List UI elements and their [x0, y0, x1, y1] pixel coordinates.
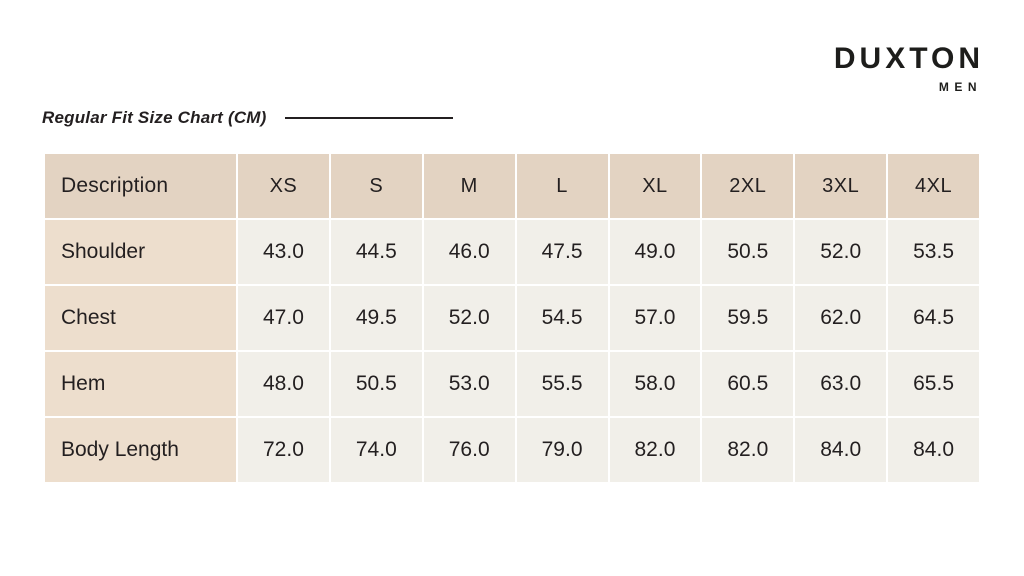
brand-subtitle: MEN	[938, 80, 982, 94]
cell-shoulder-xl: 49.0	[609, 219, 702, 285]
cell-hem-3xl: 63.0	[794, 351, 887, 417]
cell-shoulder-s: 44.5	[330, 219, 423, 285]
column-header-3xl: 3XL	[794, 153, 887, 219]
cell-body-length-s: 74.0	[330, 417, 423, 483]
table-row	[44, 285, 980, 351]
cell-shoulder-3xl: 52.0	[794, 219, 887, 285]
cell-body-length-m: 76.0	[423, 417, 516, 483]
cell-hem-s: 50.5	[330, 351, 423, 417]
column-header-description: Description	[44, 153, 237, 219]
cell-hem-4xl: 65.5	[887, 351, 980, 417]
row-label-hem: Hem	[44, 351, 237, 417]
row-label-body-length: Body Length	[44, 417, 237, 483]
cell-shoulder-2xl: 50.5	[701, 219, 794, 285]
column-header-m: M	[423, 153, 516, 219]
cell-shoulder-l: 47.5	[516, 219, 609, 285]
brand-name: DUXTON	[833, 42, 984, 75]
column-header-4xl: 4XL	[887, 153, 980, 219]
row-label-chest: Chest	[44, 285, 237, 351]
table-row	[44, 417, 980, 483]
cell-hem-l: 55.5	[516, 351, 609, 417]
column-header-xs: XS	[237, 153, 330, 219]
column-header-xl: XL	[609, 153, 702, 219]
cell-shoulder-xs: 43.0	[237, 219, 330, 285]
cell-chest-xs: 47.0	[237, 285, 330, 351]
cell-chest-s: 49.5	[330, 285, 423, 351]
cell-body-length-xl: 82.0	[609, 417, 702, 483]
brand-logo	[834, 44, 984, 93]
column-header-s: S	[330, 153, 423, 219]
cell-chest-3xl: 62.0	[794, 285, 887, 351]
size-chart-table	[43, 152, 981, 484]
row-label-shoulder: Shoulder	[44, 219, 237, 285]
table-row	[44, 219, 980, 285]
title-rule-divider	[285, 117, 453, 119]
table-header-row	[44, 153, 980, 219]
cell-body-length-2xl: 82.0	[701, 417, 794, 483]
cell-body-length-4xl: 84.0	[887, 417, 980, 483]
column-header-2xl: 2XL	[701, 153, 794, 219]
cell-hem-m: 53.0	[423, 351, 516, 417]
cell-chest-m: 52.0	[423, 285, 516, 351]
cell-chest-l: 54.5	[516, 285, 609, 351]
column-header-l: L	[516, 153, 609, 219]
cell-chest-xl: 57.0	[609, 285, 702, 351]
chart-title-row	[42, 108, 453, 128]
cell-shoulder-m: 46.0	[423, 219, 516, 285]
page-title: Regular Fit Size Chart (CM)	[42, 108, 267, 127]
cell-chest-2xl: 59.5	[701, 285, 794, 351]
cell-body-length-3xl: 84.0	[794, 417, 887, 483]
cell-body-length-l: 79.0	[516, 417, 609, 483]
cell-hem-2xl: 60.5	[701, 351, 794, 417]
cell-chest-4xl: 64.5	[887, 285, 980, 351]
cell-body-length-xs: 72.0	[237, 417, 330, 483]
table-row	[44, 351, 980, 417]
cell-hem-xl: 58.0	[609, 351, 702, 417]
cell-hem-xs: 48.0	[237, 351, 330, 417]
cell-shoulder-4xl: 53.5	[887, 219, 980, 285]
